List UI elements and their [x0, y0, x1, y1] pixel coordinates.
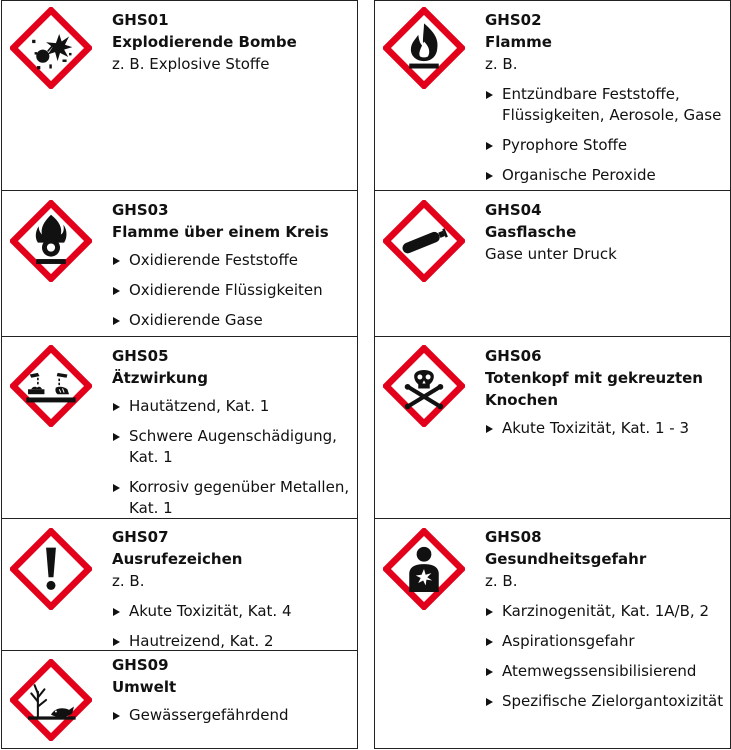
pictogram-name: Gasflasche: [485, 223, 577, 241]
pictogram-name: Gesundheitsgefahr: [485, 550, 647, 568]
pictogram-name: Totenkopf mit gekreuzten Knochen: [485, 369, 703, 409]
flame-icon: [383, 7, 465, 89]
hazard-list: [112, 250, 351, 331]
list-item: Karzinogenität, Kat. 1A/B, 2: [485, 601, 724, 622]
pictogram-cell-ghs07: [1, 518, 358, 651]
list-item: Oxidierende Flüssigkeiten: [112, 280, 351, 301]
pictogram-code: GHS03: [112, 201, 169, 219]
list-item: Oxidierende Gase: [112, 310, 351, 331]
list-item: Atemwegssensibilisierend: [485, 661, 724, 682]
pictogram-cell-ghs05: [1, 336, 358, 519]
pictogram-cell-ghs02: [374, 0, 731, 191]
pictogram-name: Flamme über einem Kreis: [112, 223, 329, 241]
environment-icon: [10, 659, 92, 741]
pictogram-code: GHS05: [112, 347, 169, 365]
pictogram-name: Ätzwirkung: [112, 369, 208, 387]
list-item: Organische Peroxide: [485, 165, 724, 186]
flame-over-circle-icon: [10, 200, 92, 282]
pictogram-cell-ghs06: [374, 336, 731, 519]
pictogram-cell-ghs08: [374, 518, 731, 749]
pictogram-description: z. B.: [485, 572, 518, 590]
pictogram-name: Explodierende Bombe: [112, 33, 297, 51]
pictogram-cell-ghs04: [374, 190, 731, 337]
exclamation-mark-icon: [10, 528, 92, 610]
hazard-list: [112, 396, 351, 519]
list-item: Entzündbare Feststoffe, Flüssigkeiten, Aerosole, Gase: [485, 84, 724, 126]
pictogram-name: Flamme: [485, 33, 552, 51]
list-item: Akute Toxizität, Kat. 1 - 3: [485, 418, 724, 439]
list-item: Pyrophore Stoffe: [485, 135, 724, 156]
list-item: Gewässergefährdend: [112, 705, 351, 726]
list-item: Spezifische Zielorgantoxizität: [485, 691, 724, 712]
hazard-list: [112, 705, 351, 726]
list-item: Korrosiv gegenüber Metallen, Kat. 1: [112, 477, 351, 519]
hazard-list: [485, 84, 724, 186]
pictogram-cell-ghs09: [1, 650, 358, 749]
list-item: Schwere Augenschädigung, Kat. 1: [112, 426, 351, 468]
list-item: Hautätzend, Kat. 1: [112, 396, 351, 417]
list-item: Oxidierende Feststoffe: [112, 250, 351, 271]
pictogram-name: Ausrufezeichen: [112, 550, 243, 568]
pictogram-cell-ghs03: [1, 190, 358, 337]
pictogram-code: GHS08: [485, 528, 542, 546]
pictogram-description: z. B.: [485, 55, 518, 73]
pictogram-code: GHS01: [112, 11, 169, 29]
exploding-bomb-icon: [10, 7, 92, 89]
list-item: Hautreizend, Kat. 2: [112, 631, 351, 652]
pictogram-description: Gase unter Druck: [485, 245, 617, 263]
pictogram-code: GHS04: [485, 201, 542, 219]
pictogram-code: GHS07: [112, 528, 169, 546]
pictogram-cell-ghs01: [1, 0, 358, 191]
skull-crossbones-icon: [383, 345, 465, 427]
pictogram-description: z. B.: [112, 572, 145, 590]
list-item: Akute Toxizität, Kat. 4: [112, 601, 351, 622]
hazard-list: [485, 601, 724, 712]
hazard-list: [485, 418, 724, 439]
pictogram-code: GHS09: [112, 656, 169, 674]
corrosion-icon: [10, 345, 92, 427]
pictogram-name: Umwelt: [112, 678, 177, 696]
health-hazard-icon: [383, 528, 465, 610]
pictogram-code: GHS02: [485, 11, 542, 29]
hazard-list: [112, 601, 351, 652]
list-item: Aspirationsgefahr: [485, 631, 724, 652]
pictogram-code: GHS06: [485, 347, 542, 365]
gas-cylinder-icon: [383, 200, 465, 282]
pictogram-description: z. B. Explosive Stoffe: [112, 55, 270, 73]
